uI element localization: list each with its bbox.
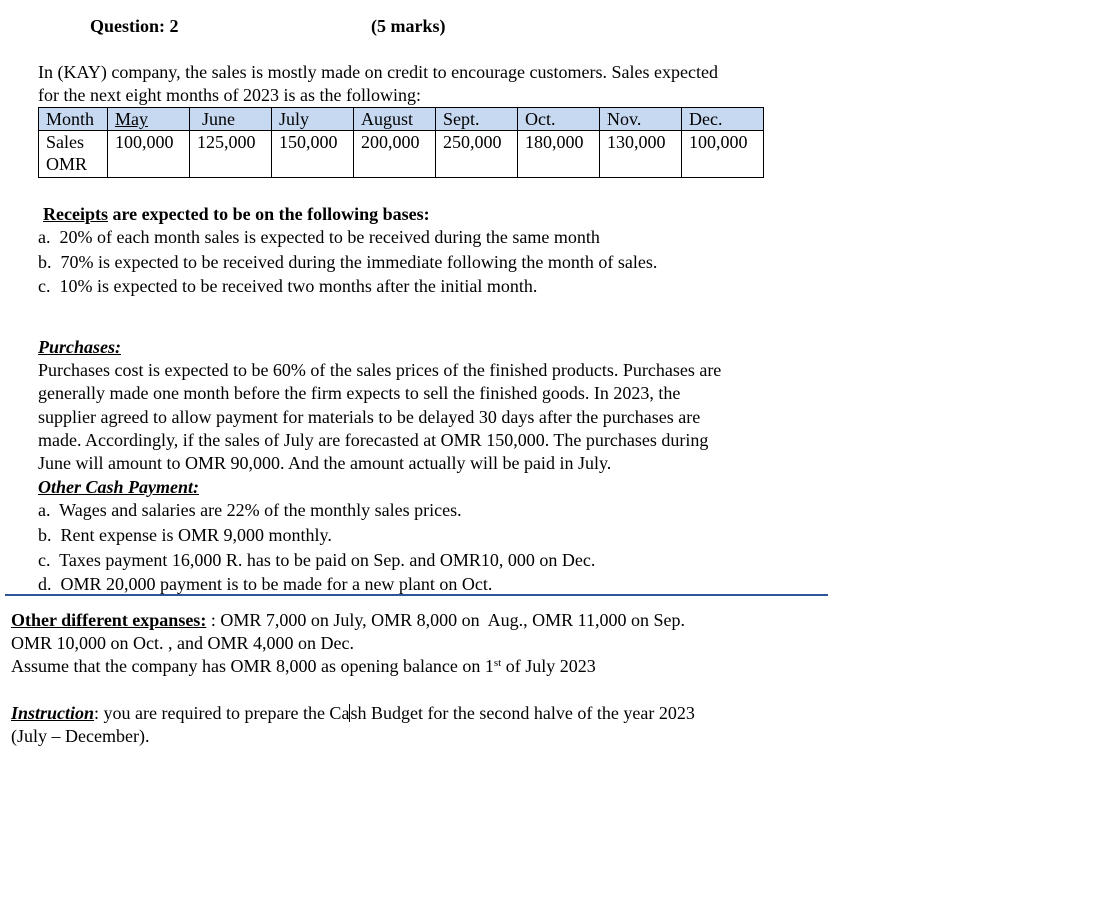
other-cash-item-b: b. Rent expense is OMR 9,000 monthly. [38, 525, 332, 545]
month-header: Oct. [518, 108, 600, 131]
purchases-line-4: made. Accordingly, if the sales of July are forecasted at OMR 150,000. The purchases during [38, 430, 709, 450]
sales-label-line-1: Sales [46, 132, 84, 152]
purchases-line-5: June will amount to OMR 90,000. And the amount actually will be paid in July. [38, 453, 612, 473]
opening-balance-text: Assume that the company has OMR 8,000 as opening balance on 1 [11, 656, 494, 676]
month-header: July [272, 108, 354, 131]
instruction-line-2: (July – December). [11, 726, 150, 746]
sales-value: 180,000 [518, 131, 600, 178]
instruction-text-a: : you are required to prepare the Ca [94, 703, 350, 723]
other-cash-item-a: a. Wages and salaries are 22% of the monthly sales prices. [38, 500, 462, 520]
sales-table [38, 107, 764, 178]
other-cash-heading: Other Cash Payment: [38, 477, 200, 497]
sales-label-line-2: OMR [46, 154, 88, 174]
sales-value: 200,000 [354, 131, 436, 178]
sales-value: 100,000 [682, 131, 764, 178]
sales-label [39, 131, 108, 178]
other-cash-item-c: c. Taxes payment 16,000 R. has to be paid on Sep. and OMR10, 000 on Dec. [38, 550, 596, 570]
month-header: Nov. [600, 108, 682, 131]
other-expenses-line-1 [11, 609, 685, 632]
purchases-line-2: generally made one month before the firm expects to sell the finished goods. In 2023, the [38, 383, 681, 403]
question-marks: (5 marks) [371, 16, 446, 36]
month-header: Dec. [682, 108, 764, 131]
instruction-line-1 [11, 702, 695, 725]
table-row [39, 131, 764, 178]
purchases-line-1: Purchases cost is expected to be 60% of the sales prices of the finished products. Purchases are [38, 360, 722, 380]
receipt-item-b: b. 70% is expected to be received during the immediate following the month of sales. [38, 252, 658, 272]
sales-value: 130,000 [600, 131, 682, 178]
other-cash-item-d: d. OMR 20,000 payment is to be made for a new plant on Oct. [38, 574, 493, 594]
sales-value: 150,000 [272, 131, 354, 178]
opening-balance-sup: st [493, 657, 502, 669]
receipt-item-a: a. 20% of each month sales is expected to be received during the same month [38, 227, 600, 247]
month-header: Sept. [436, 108, 518, 131]
opening-balance-text-end: of July 2023 [501, 656, 596, 676]
other-expenses-heading: Other different expanses: [11, 610, 207, 630]
intro-line-1: In (KAY) company, the sales is mostly made on credit to encourage customers. Sales expected [38, 62, 718, 82]
sales-value: 125,000 [190, 131, 272, 178]
other-expenses-text: : OMR 7,000 on July, OMR 8,000 on Aug., OMR 11,000 on Sep. [206, 610, 686, 630]
instruction-label: Instruction [11, 703, 95, 723]
receipts-heading-underlined: Receipts [43, 204, 108, 224]
sales-value: 100,000 [108, 131, 190, 178]
month-label: Month [39, 108, 108, 131]
question-number: Question: 2 [90, 16, 179, 36]
divider-line [5, 594, 828, 596]
month-header: June [190, 108, 272, 131]
receipt-item-c: c. 10% is expected to be received two months after the initial month. [38, 276, 538, 296]
instruction-text-b: sh Budget for the second halve of the year 2023 [350, 703, 695, 723]
month-header: May [108, 108, 190, 131]
purchases-line-3: supplier agreed to allow payment for materials to be delayed 30 days after the purchases are [38, 407, 701, 427]
purchases-heading: Purchases: [38, 337, 122, 357]
month-header: August [354, 108, 436, 131]
table-row [39, 108, 764, 131]
sales-value: 250,000 [436, 131, 518, 178]
intro-line-2: for the next eight months of 2023 is as the following: [38, 85, 421, 105]
opening-balance [11, 655, 596, 678]
other-expenses-line-2: OMR 10,000 on Oct. , and OMR 4,000 on Dec. [11, 633, 354, 653]
receipts-heading-rest: are expected to be on the following bases: [107, 204, 430, 224]
receipts-heading [43, 203, 430, 226]
